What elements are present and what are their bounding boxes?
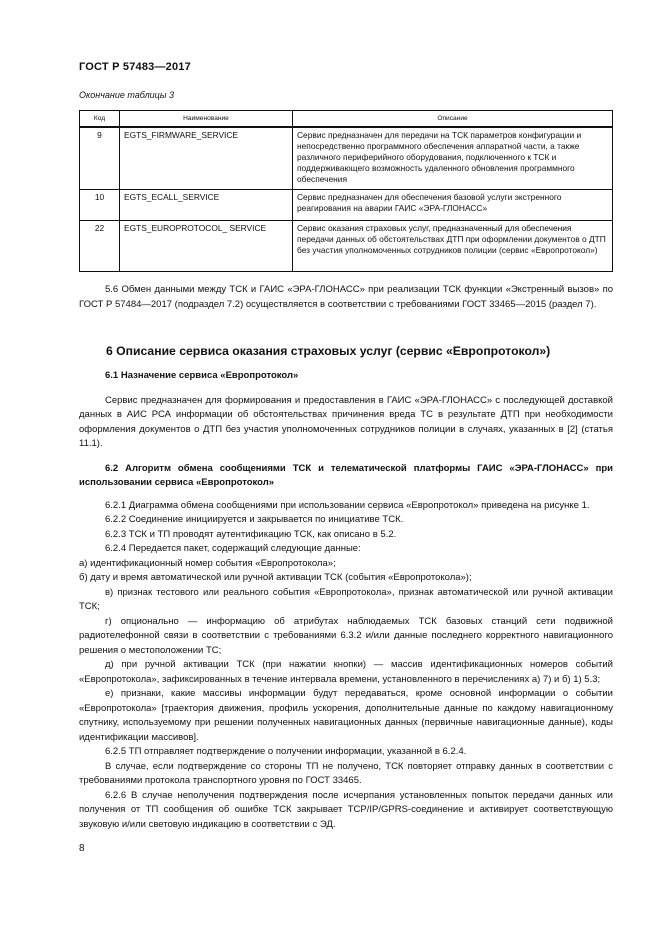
table-caption: Окончание таблицы 3	[79, 90, 174, 100]
table-row	[80, 220, 613, 271]
list-item-v: в) признак тестового или реального события «Европротокола», признак автоматической или ручной активации ТСК;	[79, 586, 613, 612]
cell-code: 22	[80, 220, 120, 271]
paragraph-5-6-block	[79, 283, 613, 312]
cell-name: EGTS_EUROPROTOCOL_ SERVICE	[120, 220, 293, 271]
paragraph-5-6: 5.6 Обмен данными между ТСК и ГАИС «ЭРА-ГЛОНАСС» при реализации ТСК функции «Экстренный вызов» по ГОСТ Р 57484—2017 (подраздел 7.2) осуществляется в соответствии с требованиями ГОСТ 33465—2015 (раздел 7).	[79, 284, 613, 310]
table-row	[80, 127, 613, 189]
paragraph-6-2-5: 6.2.5 ТП отправляет подтверждение о получении информации, указанной в 6.2.4.	[105, 746, 467, 757]
column-header-description: Описание	[293, 111, 613, 128]
list-item-b: б) дату и время автоматической или ручной активации ТСК (события «Европротокола»);	[79, 572, 472, 583]
column-header-code: Код	[80, 111, 120, 128]
cell-description: Сервис предназначен для передачи на ТСК параметров конфигурации и непосредственно программного обеспечения аппаратной части, а также различного периферийного оборудования, подключенного к ТСК и поддерживающего возможность удаленного обновления программного обеспечения	[293, 127, 613, 189]
section-6-body	[79, 369, 613, 832]
cell-description: Сервис оказания страховых услуг, предназначенный для обеспечения передачи данных об обстоятельствах ДТП при оформлении документов о ДТП без участия уполномоченных сотрудников полиции (сервис «Европротокол»)	[293, 220, 613, 271]
list-item-g: г) опционально — информацию об атрибутах наблюдаемых ТСК базовых станций сети подвижной радиотелефонной связи в соответствии с требованиями 6.3.2 и/или данные последнего корректного навигационного решения о местоположении ТС;	[79, 615, 613, 656]
cell-name: EGTS_FIRMWARE_SERVICE	[120, 127, 293, 189]
subsection-6-1-heading: 6.1 Назначение сервиса «Европротокол»	[105, 370, 299, 381]
cell-name: EGTS_ECALL_SERVICE	[120, 189, 293, 220]
paragraph-6-2-3: 6.2.3 ТСК и ТП проводят аутентификацию ТСК, как описано в 5.2.	[105, 528, 397, 540]
table-header-row	[80, 111, 613, 128]
list-item-e: е) признаки, какие массивы информации будут передаваться, кроме основной информации о событии «Европротокола» [траектория движения, профиль ускорения, дополнительные данные по каждому навигационному спутнику, используемому при решении полученных навигационных данных (первичные навигационные данные), коды идентификации массивов].	[79, 688, 613, 743]
list-item-d: д) при ручной активации ТСК (при нажатии кнопки) — массив идентификационных номеров событий «Европротокола», зафиксированных в течение интервала времени, установленного в перечислениях а) 7) и б) 1) 5.3;	[79, 659, 613, 685]
cell-code: 9	[80, 127, 120, 189]
cell-code: 10	[80, 189, 120, 220]
subsection-6-2-heading: 6.2 Алгоритм обмена сообщениями ТСК и телематической платформы ГАИС «ЭРА-ГЛОНАСС» при использовании сервиса «Европротокол»	[79, 462, 613, 488]
paragraph-6-2-6: 6.2.6 В случае неполучения подтверждения после исчерпания установленных попыток передачи данных или получения от ТП сообщения об ошибке ТСК закрывает TCP/IP/GPRS-соединение и активирует соответствующую звуковую и/или световую индикацию в соответствии с ЭД.	[79, 789, 613, 830]
document-header: ГОСТ Р 57483—2017	[79, 61, 191, 73]
cell-description: Сервис предназначен для обеспечения базовой услуги экстренного реагирования на аварии ГАИС «ЭРА-ГЛОНАСС»	[293, 189, 613, 220]
section-6-heading: 6 Описание сервиса оказания страховых услуг (сервис «Европротокол»)	[106, 344, 551, 358]
paragraph-6-2-1: 6.2.1 Диаграмма обмена сообщениями при использовании сервиса «Европротокол» приведена на рисунке 1.	[105, 499, 590, 511]
column-header-name: Наименование	[120, 111, 293, 128]
services-table	[79, 110, 613, 272]
paragraph-6-2-4: 6.2.4 Передается пакет, содержащий следующие данные:	[105, 543, 361, 554]
subsection-6-1-text: Сервис предназначен для формирования и предоставления в ГАИС «ЭРА-ГЛОНАСС» с последующей доставкой данных в АИС РСА информации об обстоятельствах причинения вреда ТС в результате ДТП при необходимости оформления документов о ДТП без участия уполномоченных сотрудников полиции в случаях, указанных в [2] (статья 11.1).	[79, 394, 613, 449]
page-number: 8	[79, 843, 85, 854]
list-item-a: а) идентификационный номер события «Европротокола»;	[79, 557, 336, 569]
paragraph-6-2-5-continued: В случае, если подтверждение со стороны ТП не получено, ТСК повторяет отправку данных в соответствии с требованиями протокола транспортного уровня по ГОСТ 33465.	[79, 760, 613, 786]
table-row	[80, 189, 613, 220]
paragraph-6-2-2: 6.2.2 Соединение инициируется и закрывается по инициативе ТСК.	[105, 514, 404, 525]
